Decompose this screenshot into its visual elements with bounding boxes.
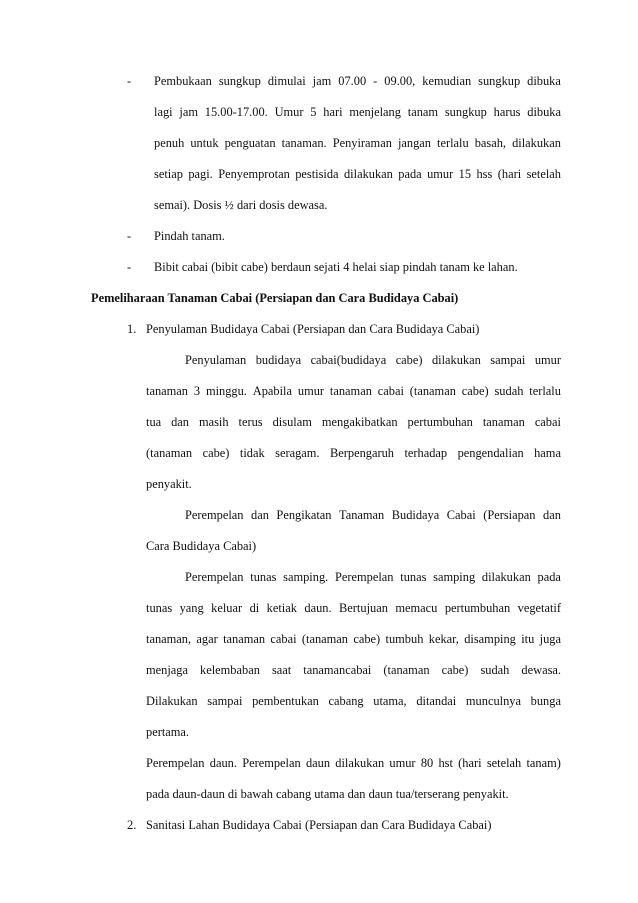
bullet-dash: - [127, 260, 132, 274]
paragraph-line: tanaman, agar tanaman cabai (tanaman cabe) tumbuh kekar, disamping itu juga [146, 632, 561, 646]
paragraph-line: tunas yang keluar di ketiak daun. Bertujuan memacu pertumbuhan vegetatif [146, 601, 561, 615]
section-heading: Pemeliharaan Tanaman Cabai (Persiapan dan Cara Budidaya Cabai) [91, 291, 459, 305]
list-item-title: Sanitasi Lahan Budidaya Cabai (Persiapan dan Cara Budidaya Cabai) [146, 818, 492, 832]
paragraph-line: Penyulaman budidaya cabai(budidaya cabe) dilakukan sampai umur [185, 353, 561, 367]
list-number: 2. [127, 818, 137, 832]
paragraph-line: tanaman 3 minggu. Apabila umur tanaman cabai (tanaman cabe) sudah terlalu [146, 384, 561, 398]
paragraph-line: penyakit. [146, 477, 192, 491]
bullet-dash: - [127, 229, 132, 243]
bullet-line: semai). Dosis ½ dari dosis dewasa. [154, 198, 328, 212]
bullet-line: penuh untuk penguatan tanaman. Penyiraman jangan terlalu basah, dilakukan [154, 136, 561, 150]
paragraph-line: tua dan masih terus disulam mengakibatkan pertumbuhan tanaman cabai [146, 415, 561, 429]
bullet-line: setiap pagi. Penyemprotan pestisida dilakukan pada umur 15 hss (hari setelah [154, 167, 561, 181]
bullet-dash: - [127, 74, 132, 88]
list-number: 1. [127, 322, 137, 336]
bullet-line: Pindah tanam. [154, 229, 225, 243]
paragraph-line: menjaga kelembaban saat tanamancabai (tanaman cabe) sudah dewasa. [146, 663, 561, 677]
list-item-title: Penyulaman Budidaya Cabai (Persiapan dan Cara Budidaya Cabai) [146, 322, 480, 336]
subheading-line: Cara Budidaya Cabai) [146, 539, 257, 553]
bullet-line: lagi jam 15.00-17.00. Umur 5 hari menjelang tanam sungkup harus dibuka [154, 105, 561, 119]
bullet-line: Pembukaan sungkup dimulai jam 07.00 - 09.00, kemudian sungkup dibuka [154, 74, 561, 88]
paragraph-line: pertama. [146, 725, 189, 739]
paragraph-line: Perempelan tunas samping. Perempelan tunas samping dilakukan pada [185, 570, 561, 584]
paragraph-line: Perempelan daun. Perempelan daun dilakukan umur 80 hst (hari setelah tanam) [146, 756, 561, 770]
paragraph-line: pada daun-daun di bawah cabang utama dan daun tua/terserang penyakit. [146, 787, 509, 801]
subheading-line: Perempelan dan Pengikatan Tanaman Budidaya Cabai (Persiapan dan [185, 508, 561, 522]
paragraph-line: Dilakukan sampai pembentukan cabang utama, ditandai munculnya bunga [146, 694, 561, 708]
bullet-line: Bibit cabai (bibit cabe) berdaun sejati 4 helai siap pindah tanam ke lahan. [154, 260, 518, 274]
paragraph-line: (tanaman cabe) tidak seragam. Berpengaruh terhadap pengendalian hama [146, 446, 561, 460]
